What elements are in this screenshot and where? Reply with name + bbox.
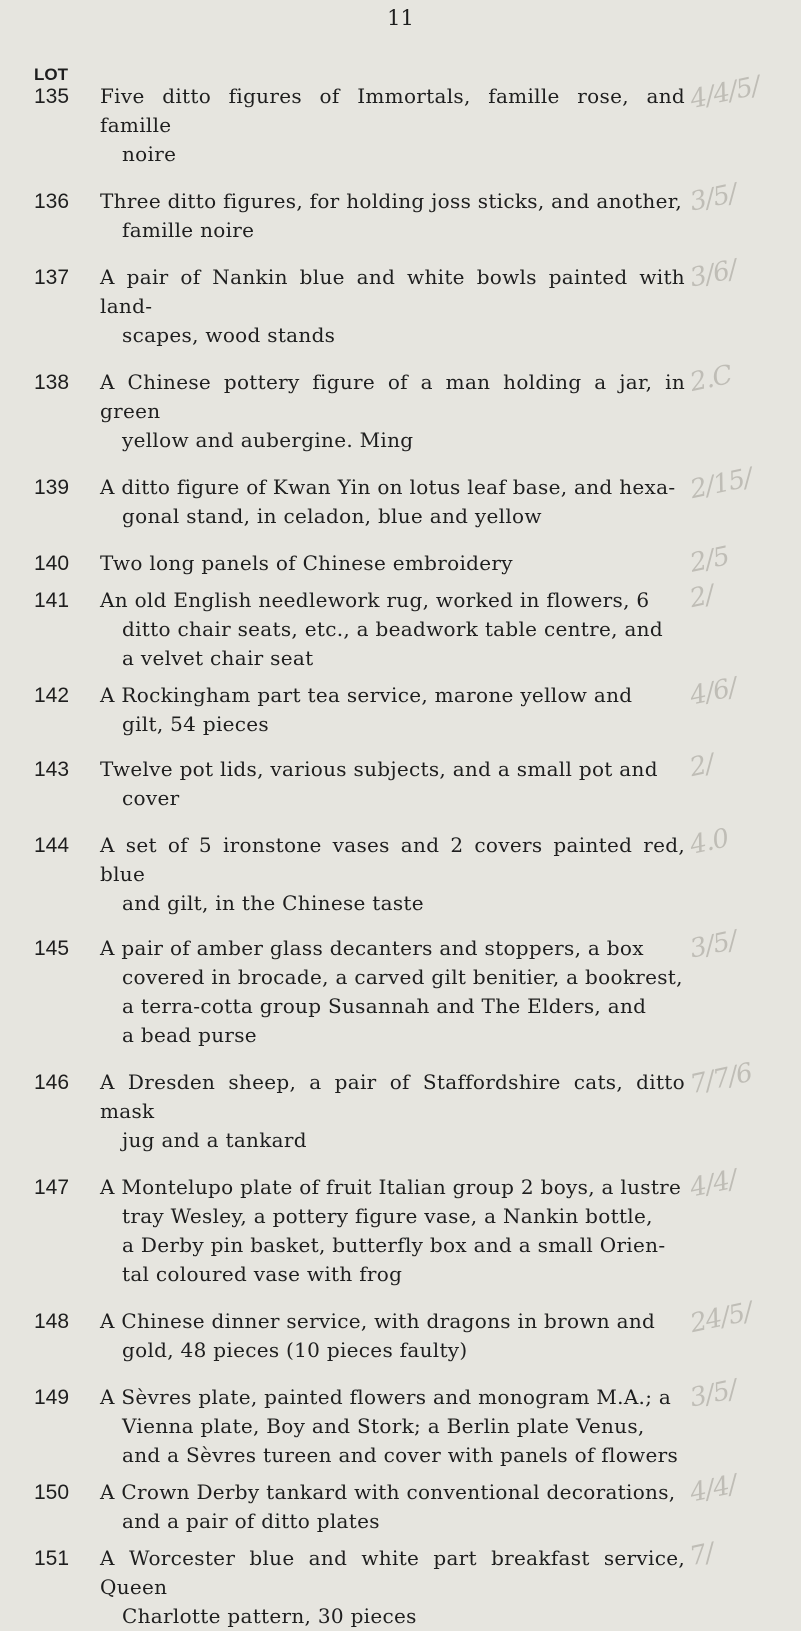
lot-description-line: and a Sèvres tureen and cover with panels of flowers xyxy=(122,1443,679,1467)
lot-entry xyxy=(0,1537,801,1631)
lot-entry xyxy=(0,1164,801,1289)
lot-description-line: a terra-cotta group Susannah and The Elders, and xyxy=(122,994,647,1018)
lot-entry xyxy=(0,541,801,579)
lot-entry xyxy=(0,925,801,1050)
lot-description xyxy=(100,187,685,245)
handwritten-price-mark: 2/5 xyxy=(687,541,732,579)
handwritten-price-mark: 3/5/ xyxy=(687,1374,740,1414)
lot-column-heading: LOT xyxy=(34,65,68,84)
lot-number: 142 xyxy=(34,684,70,707)
lot-number: 141 xyxy=(34,589,70,612)
lot-entry xyxy=(0,1296,801,1365)
lot-description-line: famille noire xyxy=(122,218,255,242)
lot-number: 143 xyxy=(34,758,70,781)
lot-description xyxy=(100,755,685,813)
lot-description-line: yellow and aubergine. Ming xyxy=(122,428,414,452)
lot-description-line: noire xyxy=(122,142,177,166)
lot-entry xyxy=(0,254,801,350)
lot-description-line: cover xyxy=(122,786,180,810)
lot-description-line: A pair of Nankin blue and white bowls painted with land- xyxy=(100,265,685,318)
handwritten-price-mark: 7/ xyxy=(687,1537,717,1573)
lot-entry xyxy=(0,579,801,673)
lot-description-line: A Chinese pottery figure of a man holding a jar, in green xyxy=(100,370,685,423)
handwritten-price-mark: 3/5/ xyxy=(687,178,740,218)
lot-description xyxy=(100,1383,685,1470)
lot-description-line: A Crown Derby tankard with conventional decorations, xyxy=(100,1480,676,1504)
page-number: 11 xyxy=(387,6,414,30)
lot-description xyxy=(100,473,685,531)
lot-description-line: jug and a tankard xyxy=(122,1128,307,1152)
lot-description-line: A Chinese dinner service, with dragons in brown and xyxy=(100,1309,656,1333)
lot-number: 135 xyxy=(34,85,70,108)
handwritten-price-mark: 4/4/5/ xyxy=(687,71,763,115)
lot-entry xyxy=(0,748,801,813)
lot-description-line: A Worcester blue and white part breakfast service, Queen xyxy=(100,1546,685,1599)
lot-description xyxy=(100,1544,685,1631)
lot-description-line: and gilt, in the Chinese taste xyxy=(122,891,424,915)
handwritten-price-mark: 4/6/ xyxy=(687,672,740,712)
lot-description-line: gold, 48 pieces (10 pieces faulty) xyxy=(122,1338,468,1362)
lot-description xyxy=(100,934,685,1050)
lot-number: 151 xyxy=(34,1547,70,1570)
lot-description xyxy=(100,368,685,455)
lot-entry xyxy=(0,823,801,918)
handwritten-price-mark: 2.C xyxy=(687,359,735,399)
lot-description-line: gilt, 54 pieces xyxy=(122,712,269,736)
lot-description-line: Charlotte pattern, 30 pieces xyxy=(122,1604,417,1628)
lot-number: 138 xyxy=(34,371,70,394)
lot-description-line: covered in brocade, a carved gilt benitier, a bookrest, xyxy=(122,965,683,989)
lot-number: 145 xyxy=(34,937,70,960)
lot-description xyxy=(100,1478,685,1536)
lot-description-line: tal coloured vase with frog xyxy=(122,1262,403,1286)
handwritten-price-mark: 2/ xyxy=(687,579,717,615)
lot-description-line: A set of 5 ironstone vases and 2 covers painted red, blue xyxy=(100,833,685,886)
handwritten-price-mark: 2/ xyxy=(687,748,717,784)
lot-description-line: gonal stand, in celadon, blue and yellow xyxy=(122,504,542,528)
lot-number: 136 xyxy=(34,190,70,213)
lot-description xyxy=(100,681,685,739)
lot-description-line: tray Wesley, a pottery figure vase, a Nankin bottle, xyxy=(122,1204,653,1228)
lot-description xyxy=(100,1307,685,1365)
lot-description xyxy=(100,1068,685,1155)
lot-description xyxy=(100,586,685,673)
lot-description xyxy=(100,831,685,918)
lot-description-line: scapes, wood stands xyxy=(122,323,336,347)
lot-description xyxy=(100,263,685,350)
lot-description-line: An old English needlework rug, worked in flowers, 6 xyxy=(100,588,650,612)
lot-description-line: Two long panels of Chinese embroidery xyxy=(100,551,513,575)
handwritten-price-mark: 4/4/ xyxy=(687,1164,740,1204)
lot-description-line: A pair of amber glass decanters and stoppers, a box xyxy=(100,936,644,960)
lot-list xyxy=(0,71,801,1631)
lot-number: 144 xyxy=(34,834,70,857)
lot-description xyxy=(100,1173,685,1289)
lot-entry xyxy=(0,672,801,739)
lot-entry xyxy=(0,1057,801,1155)
lot-description-line: Five ditto figures of Immortals, famille rose, and famille xyxy=(100,84,685,137)
lot-entry xyxy=(0,1374,801,1470)
lot-entry xyxy=(0,1469,801,1536)
lot-number: 150 xyxy=(34,1481,70,1504)
lot-description-line: a Derby pin basket, butterfly box and a small Orien- xyxy=(122,1233,666,1257)
lot-entry xyxy=(0,178,801,245)
lot-description-line: A Sèvres plate, painted flowers and monogram M.A.; a xyxy=(100,1385,672,1409)
lot-description-line: ditto chair seats, etc., a beadwork table centre, and xyxy=(122,617,663,641)
handwritten-price-mark: 4/4/ xyxy=(687,1469,740,1509)
lot-description-line: a bead purse xyxy=(122,1023,257,1047)
lot-number: 140 xyxy=(34,552,70,575)
lot-description-line: A Montelupo plate of fruit Italian group 2 boys, a lustre xyxy=(100,1175,682,1199)
lot-description xyxy=(100,549,685,578)
lot-entry xyxy=(0,462,801,531)
lot-number: 149 xyxy=(34,1386,70,1409)
handwritten-price-mark: 24/5/ xyxy=(687,1296,755,1340)
lot-number: 147 xyxy=(34,1176,70,1199)
lot-number: 139 xyxy=(34,476,70,499)
lot-description-line: a velvet chair seat xyxy=(122,646,314,670)
lot-description-line: Three ditto figures, for holding joss sticks, and another, xyxy=(100,189,683,213)
handwritten-price-mark: 2/15/ xyxy=(687,462,755,506)
handwritten-price-mark: 4.0 xyxy=(687,823,732,861)
handwritten-price-mark: 3/6/ xyxy=(687,254,740,294)
lot-number: 146 xyxy=(34,1071,70,1094)
lot-description-line: A ditto figure of Kwan Yin on lotus leaf base, and hexa- xyxy=(100,475,676,499)
lot-description-line: A Dresden sheep, a pair of Staffordshire cats, ditto mask xyxy=(100,1070,685,1123)
handwritten-price-mark: 3/5/ xyxy=(687,925,740,965)
lot-description-line: A Rockingham part tea service, marone yellow and xyxy=(100,683,633,707)
lot-number: 137 xyxy=(34,266,70,289)
lot-description-line: Vienna plate, Boy and Stork; a Berlin plate Venus, xyxy=(122,1414,645,1438)
lot-description-line: Twelve pot lids, various subjects, and a small pot and xyxy=(100,757,658,781)
lot-description-line: and a pair of ditto plates xyxy=(122,1509,380,1533)
lot-entry xyxy=(0,359,801,455)
handwritten-price-mark: 7/7/6 xyxy=(687,1057,755,1101)
lot-description xyxy=(100,82,685,169)
lot-number: 148 xyxy=(34,1310,70,1333)
